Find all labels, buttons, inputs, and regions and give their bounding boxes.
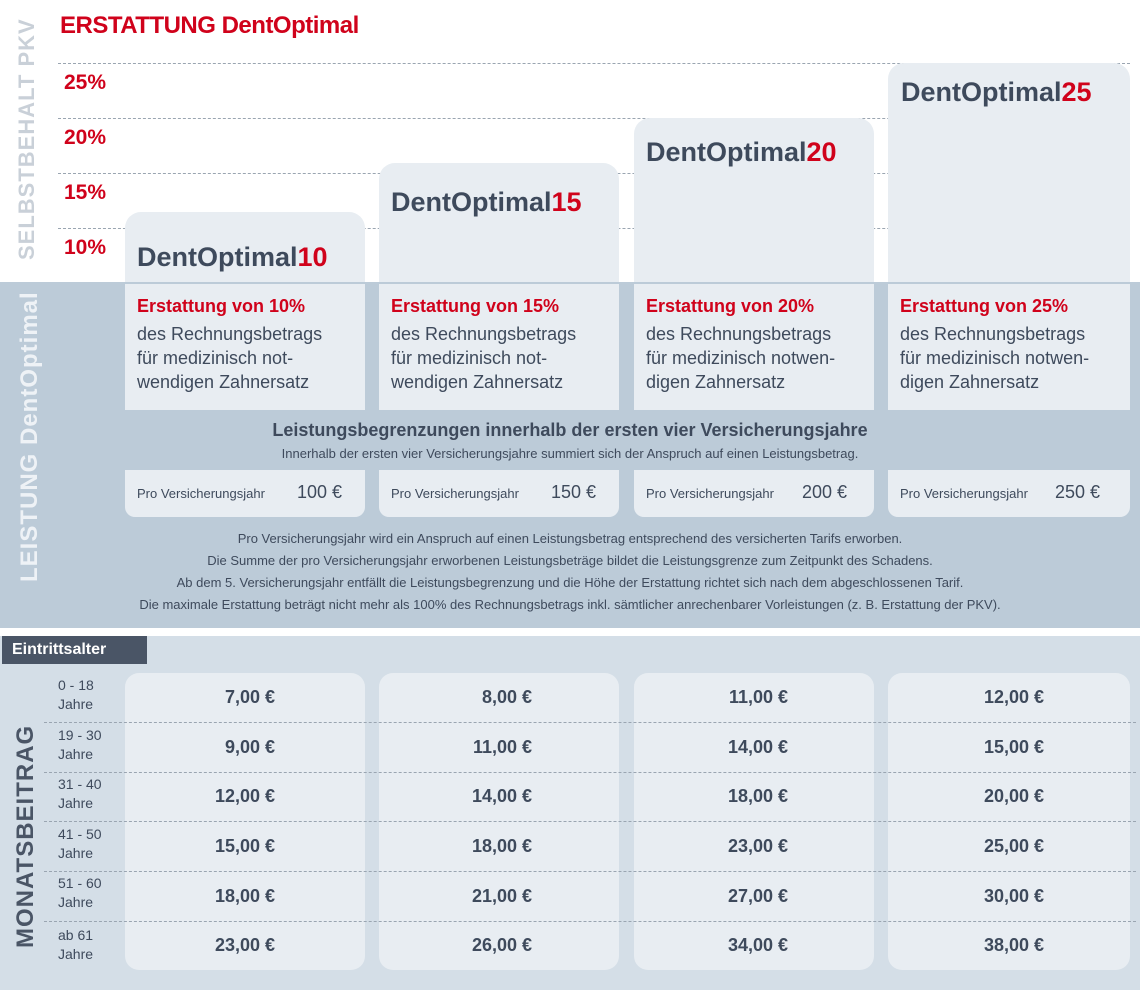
limit-amount: 100 €	[297, 482, 343, 502]
price-cell: 11,00 €	[728, 687, 788, 707]
price-cell: 12,00 €	[983, 687, 1044, 707]
limit-box-15	[379, 470, 619, 517]
price-cell: 15,00 €	[214, 836, 275, 856]
price-cell: 14,00 €	[471, 786, 532, 806]
benefit-heading: Erstattung von 25%	[900, 296, 1069, 316]
note-line: Die maximale Erstattung beträgt nicht mehr als 100% des Rechnungsbetrags inkl. sämtlicher anrechenbarer Vorleistungen (z. B. Erstattung der PKV).	[139, 597, 1001, 612]
benefit-text: des Rechnungsbetrags für medizinisch notwen- digen Zahnersatz	[646, 324, 836, 392]
price-cell: 27,00 €	[727, 886, 788, 906]
limit-amount: 150 €	[551, 482, 597, 502]
limits-title: Leistungsbegrenzungen innerhalb der ersten vier Versicherungsjahre	[272, 420, 868, 440]
benefit-card-10	[125, 284, 365, 410]
benefit-text: des Rechnungsbetrags für medizinisch not- wendigen Zahnersatz	[391, 324, 577, 392]
benefit-card-15	[379, 284, 619, 410]
tier-box-15	[379, 163, 619, 284]
percent-label-20: 20%	[64, 126, 107, 149]
price-cell: 15,00 €	[983, 737, 1044, 757]
tier-name-20: DentOptimal20	[646, 137, 837, 167]
price-cell: 38,00 €	[983, 935, 1044, 955]
tier-name-25: DentOptimal25	[901, 77, 1092, 107]
price-cell: 23,00 €	[727, 836, 788, 856]
percent-label-10: 10%	[64, 236, 107, 259]
limit-label: Pro Versicherungsjahr	[646, 486, 774, 501]
age-group-label: 41 - 50 Jahre	[58, 826, 102, 861]
limit-label: Pro Versicherungsjahr	[137, 486, 265, 501]
limit-box-10	[125, 470, 365, 517]
price-cell: 14,00 €	[727, 737, 788, 757]
side-label-leistung: LEISTUNG DentOptimal	[16, 291, 43, 582]
benefit-heading: Erstattung von 15%	[391, 296, 560, 316]
age-group-label: 31 - 40 Jahre	[58, 776, 102, 811]
age-group-label: ab 61 Jahre	[58, 927, 94, 962]
price-cell: 25,00 €	[983, 836, 1044, 856]
limit-amount: 200 €	[802, 482, 848, 502]
price-cell: 21,00 €	[471, 886, 532, 906]
limit-box-20	[634, 470, 874, 517]
limits-subtitle: Innerhalb der ersten vier Versicherungsjahre summiert sich der Anspruch auf einen Leistungsbetrag.	[281, 446, 859, 461]
age-group-label: 51 - 60 Jahre	[58, 875, 102, 910]
percent-label-15: 15%	[64, 181, 107, 204]
percent-label-25: 25%	[64, 71, 107, 94]
age-group-label: 19 - 30 Jahre	[58, 727, 102, 762]
side-label-monatsbeitrag: MONATSBEITRAG	[12, 724, 39, 948]
price-cell: 30,00 €	[983, 886, 1044, 906]
price-cell: 26,00 €	[471, 935, 532, 955]
row-divider	[44, 722, 1136, 723]
benefit-text: des Rechnungsbetrags für medizinisch not- wendigen Zahnersatz	[137, 324, 323, 392]
benefit-card-25	[888, 284, 1130, 410]
price-cell: 12,00 €	[214, 786, 275, 806]
age-header-tab: Eintrittsalter	[2, 636, 147, 664]
price-cell: 18,00 €	[727, 786, 788, 806]
side-label-pkv: SELBSTBEHALT PKV	[14, 18, 39, 260]
note-line: Ab dem 5. Versicherungsjahr entfällt die Leistungsbegrenzung und die Höhe der Erstattung richtet sich nach dem abgeschlossenen Tarif.	[176, 575, 964, 590]
tier-name-15: DentOptimal15	[391, 187, 582, 217]
row-divider	[44, 871, 1136, 872]
benefit-heading: Erstattung von 20%	[646, 296, 815, 316]
price-cell: 34,00 €	[727, 935, 788, 955]
age-group-label: 0 - 18 Jahre	[58, 677, 94, 712]
benefit-heading: Erstattung von 10%	[137, 296, 306, 316]
price-cell: 7,00 €	[224, 687, 275, 707]
limit-label: Pro Versicherungsjahr	[391, 486, 519, 501]
benefit-text: des Rechnungsbetrags für medizinisch notwen- digen Zahnersatz	[900, 324, 1090, 392]
tier-name-10: DentOptimal10	[137, 242, 328, 272]
note-line: Pro Versicherungsjahr wird ein Anspruch auf einen Leistungsbetrag entsprechend des versicherten Tarifs erworben.	[237, 531, 903, 546]
price-cell: 8,00 €	[481, 687, 532, 707]
price-cell: 11,00 €	[472, 737, 532, 757]
page-title: ERSTATTUNG DentOptimal	[60, 12, 359, 39]
limit-box-25	[888, 470, 1130, 517]
limit-label: Pro Versicherungsjahr	[900, 486, 1028, 501]
price-cell: 20,00 €	[983, 786, 1044, 806]
benefit-card-20	[634, 284, 874, 410]
note-line: Die Summe der pro Versicherungsjahr erworbenen Leistungsbeträge bildet die Leistungsgrenze zum Zeitpunkt des Schadens.	[207, 553, 933, 568]
price-cell: 18,00 €	[471, 836, 532, 856]
price-cell: 18,00 €	[214, 886, 275, 906]
limit-amount: 250 €	[1055, 482, 1101, 502]
row-divider	[44, 921, 1136, 922]
price-cell: 23,00 €	[214, 935, 275, 955]
price-cell: 9,00 €	[224, 737, 275, 757]
row-divider	[44, 772, 1136, 773]
row-divider	[44, 821, 1136, 822]
